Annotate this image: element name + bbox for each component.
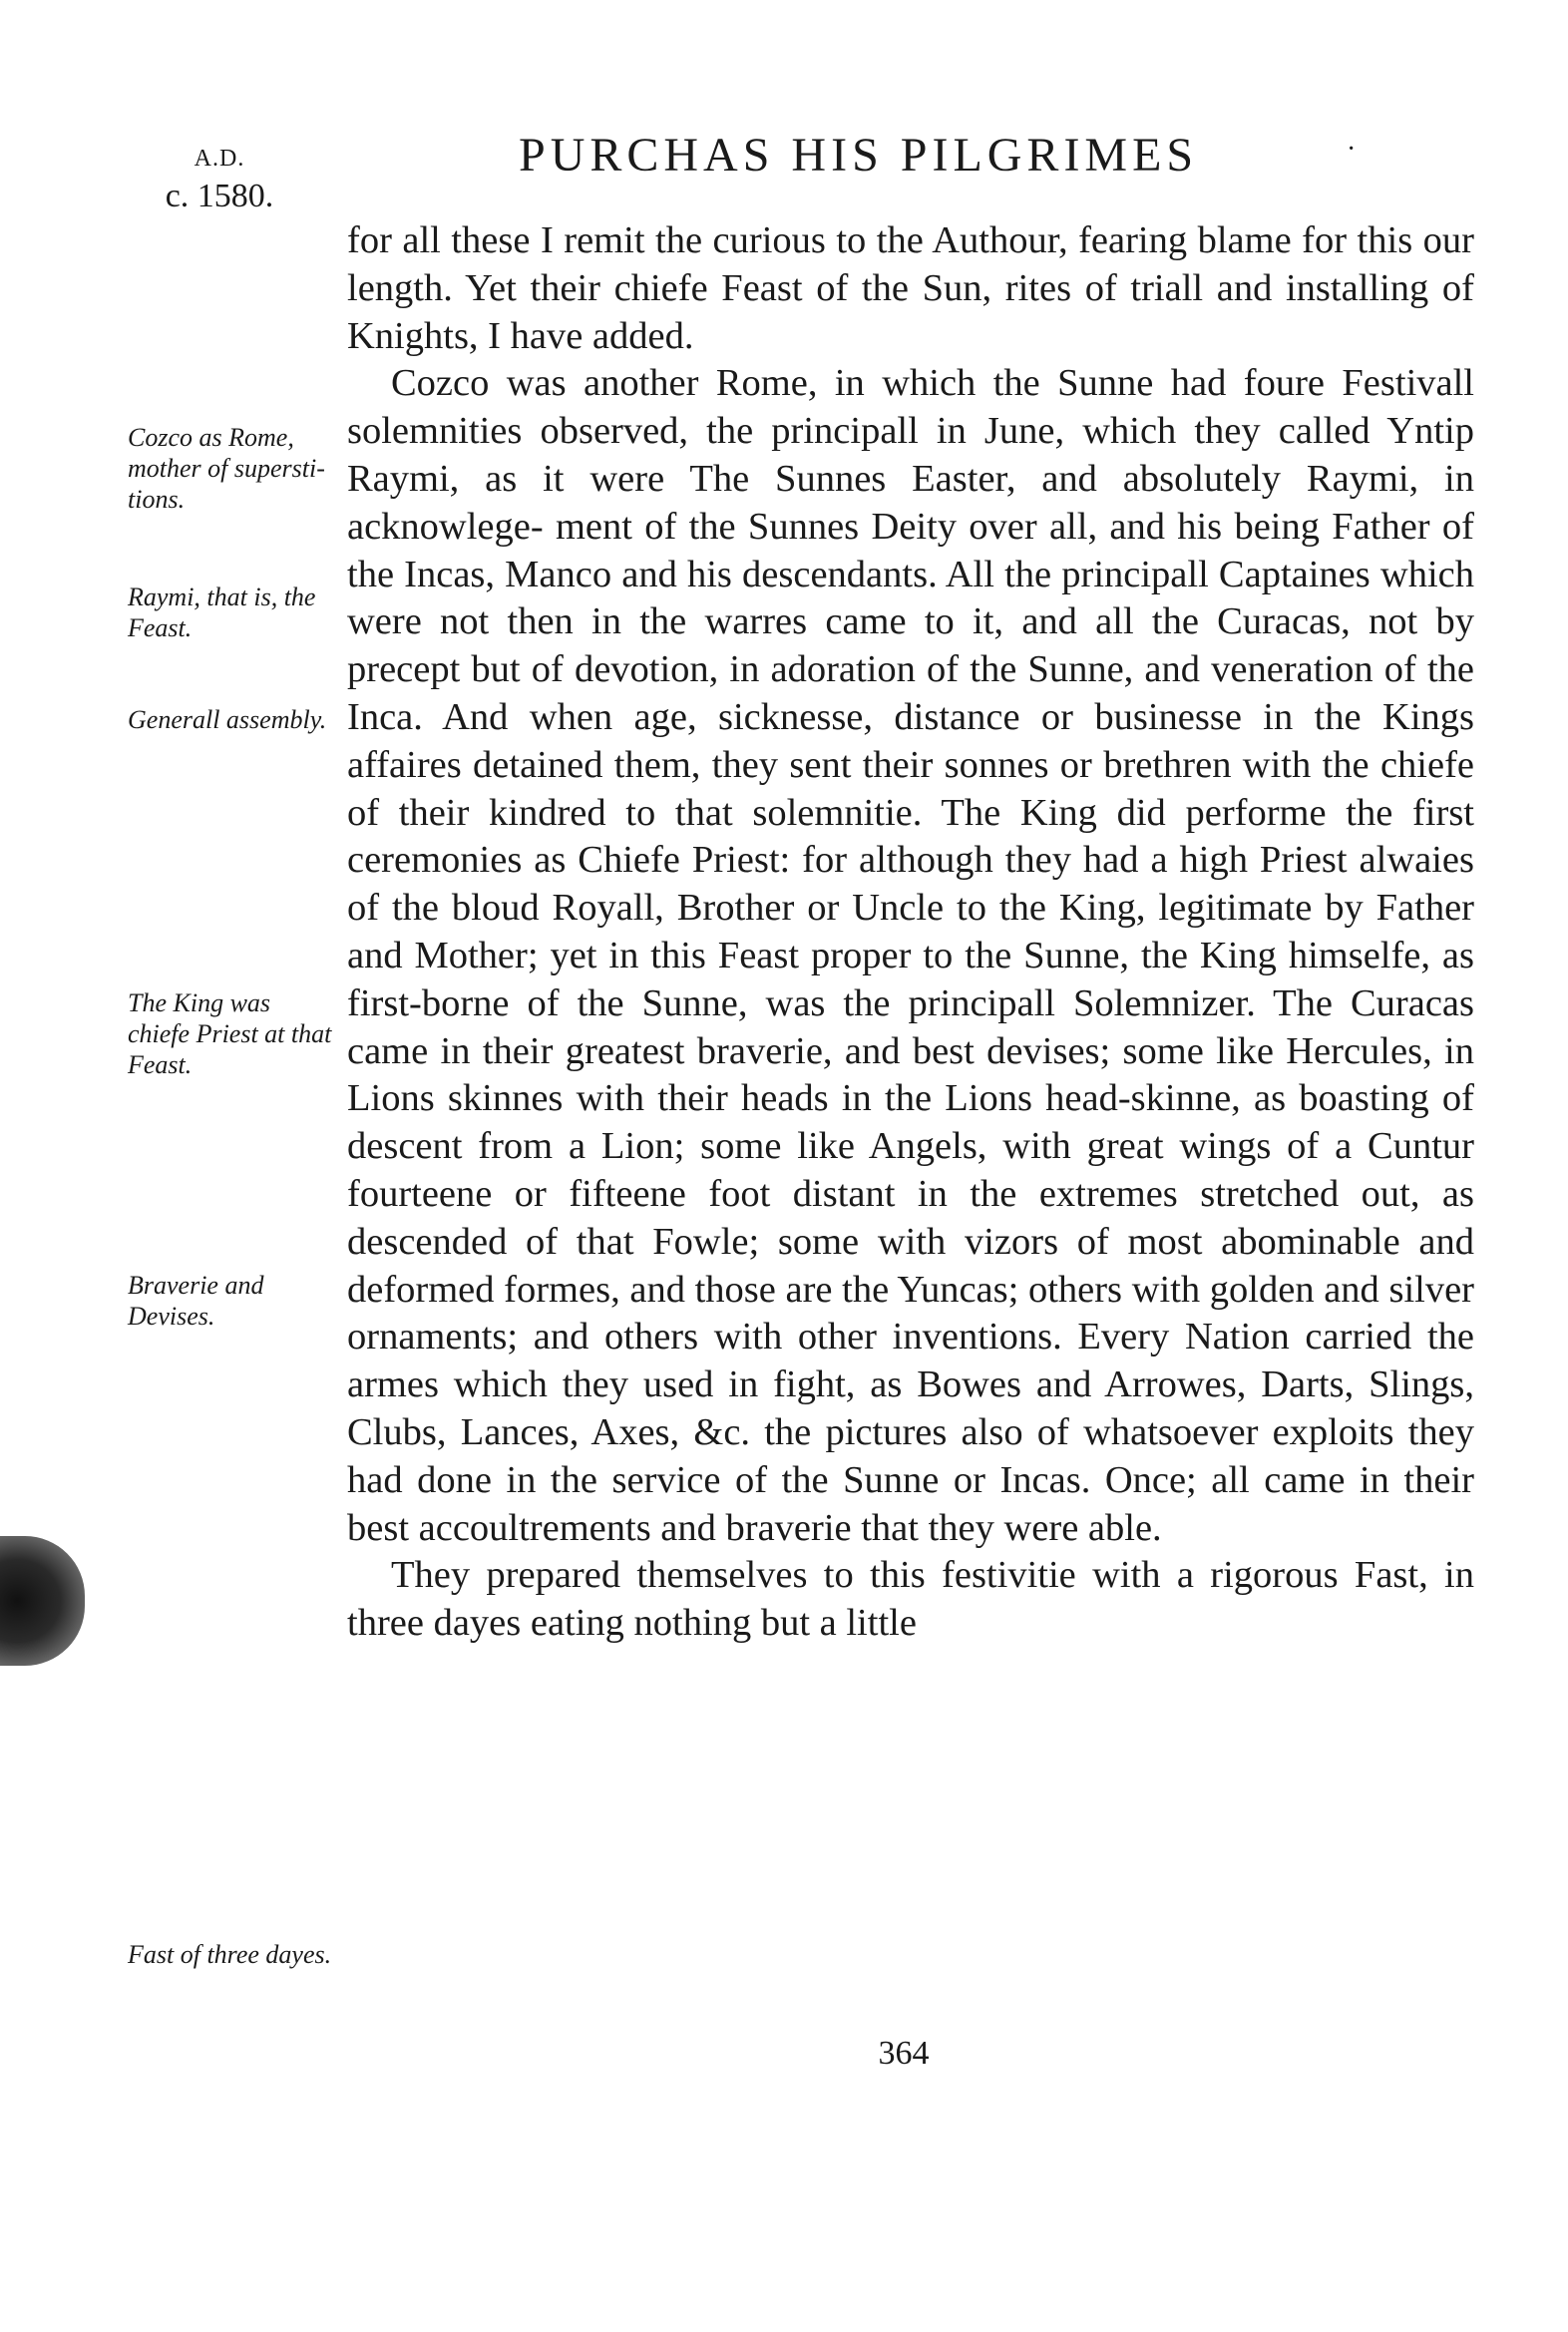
paragraph-2: Cozco was another Rome, in which the Sunne had foure Festivall solemnities observed, the principall in June, which they called Yntip Raymi, as it were The Sunnes Easter, and absolutely Raymi, in acknowlege- ment of the Sunnes Deity over all, and his being Father of the Incas, Manco and his descendants. All the principall Captaines which were not then in the warres came to it, and all the Curacas, not by precept but of devotion, in adoration of the Sunne, and veneration of the Inca. And when age, sicknesse, distance or businesse in the Kings affaires detained them, they sent their sonnes or brethren with the chiefe of their kindred to that solemnitie. The King did performe the first ceremonies as Chiefe Priest: for although they had a high Priest alwaies of the bloud Royall, Brother or Uncle to the King, legitimate by Father and Mother; yet in this Feast proper to the Sunne, the King himselfe, as first-borne of the Sunne, was the principall Solemnizer. The Curacas came in their greatest braverie, and best devises; some like Hercules, in Lions skinnes with their heads in the Lions head-skinne, as boasting of descent from a Lion; some like Angels, with great wings of a Cuntur fourteene or fifteene foot distant in the extremes stretched out, as descended of that Fowle; some with vizors of most abominable and deformed formes, and those are the Yuncas; others with golden and silver ornaments; and others with other inventions. Every Nation carried the armes which they used in fight, as Bowes and Arrowes, Darts, Slings, Clubs, Lances, Axes, &c. the pictures also of whatsoever exploits they had done in the service of the Sunne or Incas. Once; all came in their best accoultrements and braverie that they were able.	[347, 362, 1474, 1549]
margin-note-cozco: Cozco as Rome, mother of supersti- tions.	[128, 423, 325, 514]
running-title-text: PURCHAS HIS PILGRIMES	[519, 129, 1199, 182]
thumb-shadow	[0, 1536, 85, 1666]
margin-note-raymi: Raymi, that is, the Feast.	[128, 583, 316, 642]
date-label	[150, 140, 289, 215]
title-mark: ·	[1347, 134, 1362, 165]
margin-note-generall-assembly: Generall assembly.	[128, 705, 327, 734]
date-era: A.D.	[194, 146, 245, 172]
body-text	[347, 217, 1474, 1648]
margin-note-braverie: Braverie and Devises.	[128, 1271, 264, 1331]
paragraph-1: for all these I remit the curious to the Authour, fearing blame for this our length. Yet their chiefe Feast of the Sun, rites of triall and installing of Knights, I have added.	[347, 219, 1474, 357]
date-year: c. 1580.	[165, 178, 274, 214]
page-number: 364	[878, 2035, 930, 2072]
paragraph-3: They prepared themselves to this festivitie with a rigorous Fast, in three dayes eating nothing but a little	[347, 1554, 1474, 1645]
margin-note-fast: Fast of three dayes.	[128, 1940, 332, 1969]
running-title	[519, 128, 1362, 183]
margin-note-king-priest: The King was chiefe Priest at that Feast.	[128, 988, 332, 1079]
